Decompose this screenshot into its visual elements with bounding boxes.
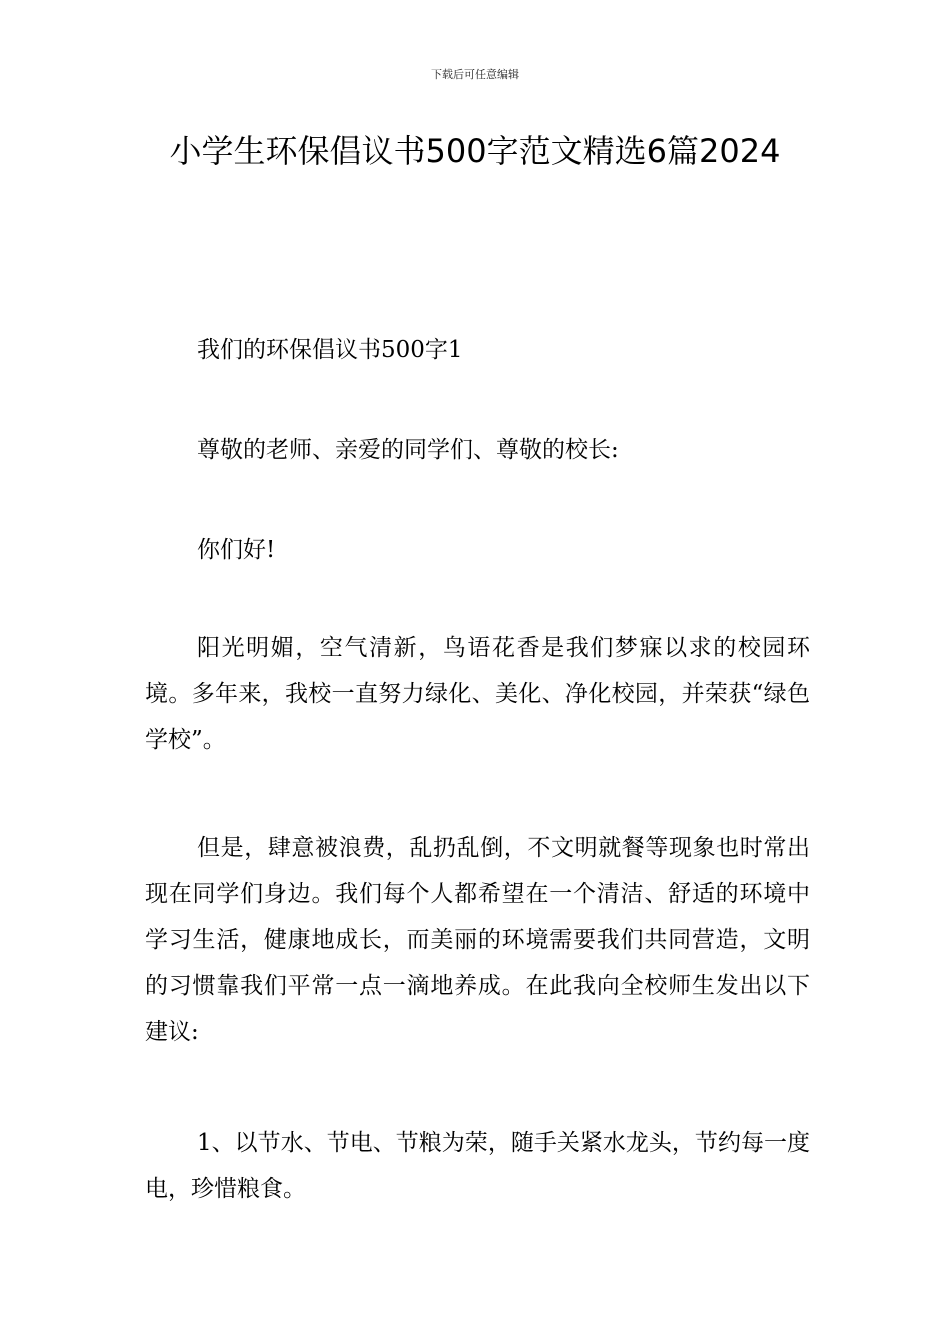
header-note: 下载后可任意编辑 [431,68,519,81]
paragraph-greeting: 你们好! [197,537,276,563]
paragraph-subtitle: 我们的环保倡议书500字1 [197,337,463,363]
paragraph-suggestion-1: 1、以节水、节电、节粮为荣，随手关紧水龙头，节约每一度电，珍惜粮食。 [145,1130,810,1202]
paragraph-body-1: 阳光明媚，空气清新，鸟语花香是我们梦寐以求的校园环境。多年来，我校一直努力绿化、美化、净化校园，并荣获“绿色学校”。 [145,635,810,753]
document-title: 小学生环保倡议书500字范文精选6篇2024 [169,132,781,170]
paragraph-salutation: 尊敬的老师、亲爱的同学们、尊敬的校长: [197,437,619,463]
paragraph-body-2: 但是，肆意被浪费，乱扔乱倒，不文明就餐等现象也时常出现在同学们身边。我们每个人都希望在一个清洁、舒适的环境中学习生活，健康地成长，而美丽的环境需要我们共同营造，文明的习惯靠我们平常一点一滴地养成。在此我向全校师生发出以下建议: [145,835,810,1045]
